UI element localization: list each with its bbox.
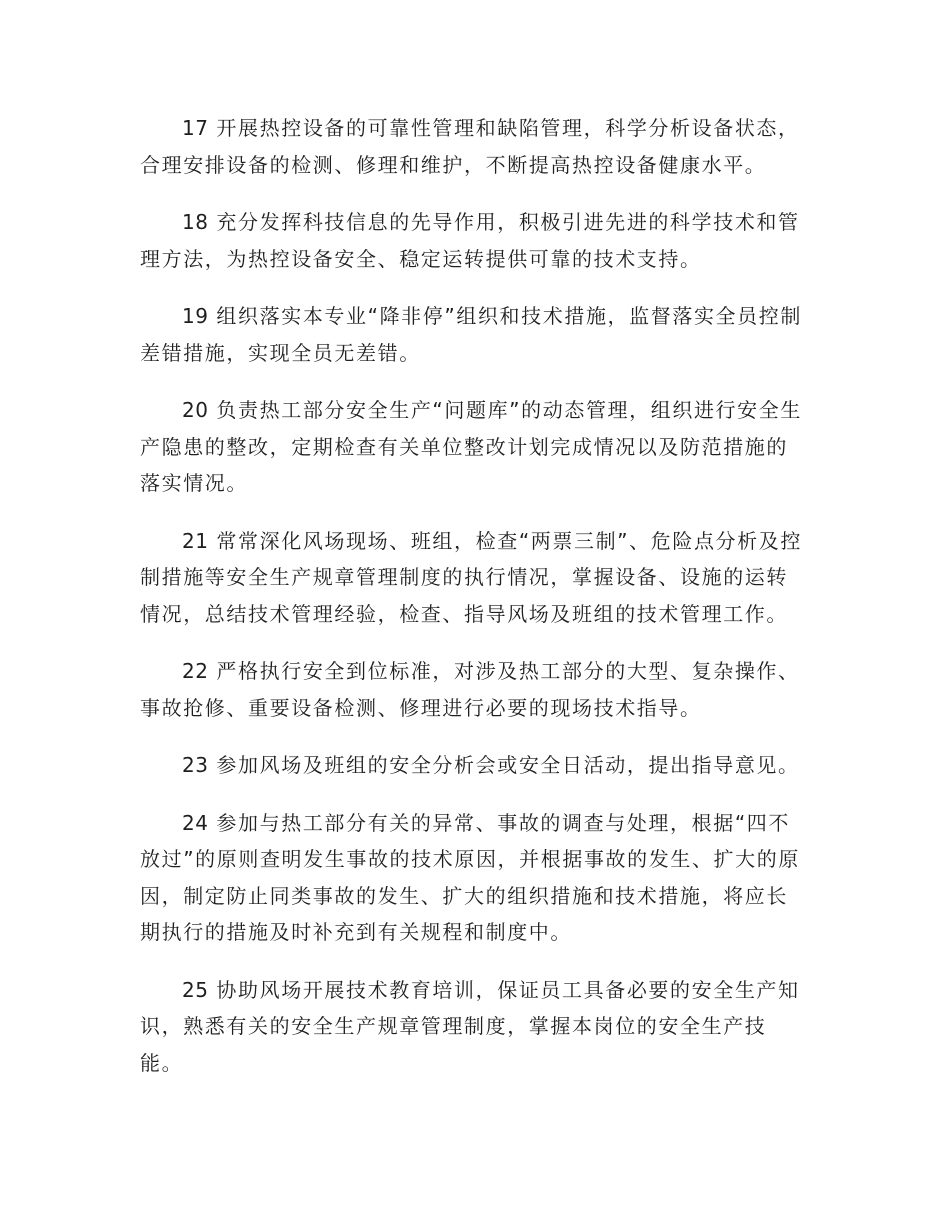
item-number: 25 xyxy=(182,977,209,1002)
paragraph-17 xyxy=(140,110,808,183)
paragraph-22 xyxy=(140,653,808,726)
paragraph-text: 开展热控设备的可靠性管理和缺陷管理，科学分析设备状态，合理安排设备的检测、修理和维护，不断提高热控设备健康水平。 xyxy=(140,116,800,177)
item-number: 22 xyxy=(182,659,209,683)
item-number: 18 xyxy=(182,210,209,234)
paragraph-18 xyxy=(140,204,808,277)
paragraph-20 xyxy=(140,392,808,502)
item-number: 19 xyxy=(182,304,209,328)
paragraph-23 xyxy=(140,747,808,784)
paragraph-text: 严格执行安全到位标准，对涉及热工部分的大型、复杂操作、事故抢修、重要设备检测、修理进行必要的现场技术指导。 xyxy=(140,659,800,720)
item-number: 24 xyxy=(182,810,209,835)
item-number: 23 xyxy=(182,753,209,777)
paragraph-text: 充分发挥科技信息的先导作用，积极引进先进的科学技术和管理方法，为热控设备安全、稳定运转提供可靠的技术支持。 xyxy=(140,210,800,271)
paragraph-text: 协助风场开展技术教育培训，保证员工具备必要的安全生产知识，熟悉有关的安全生产规章管理制度，掌握本岗位的安全生产技能。 xyxy=(140,977,800,1075)
document-body xyxy=(140,110,808,1102)
item-number: 17 xyxy=(182,116,209,140)
item-number: 20 xyxy=(182,398,209,422)
paragraph-text: 负责热工部分安全生产“问题库”的动态管理，组织进行安全生产隐患的整改，定期检查有关单位整改计划完成情况以及防范措施的落实情况。 xyxy=(140,398,802,495)
paragraph-text: 参加风场及班组的安全分析会或安全日活动，提出指导意见。 xyxy=(216,753,800,777)
paragraph-text: 参加与热工部分有关的异常、事故的调查与处理，根据“四不放过”的原则查明发生事故的技术原因，并根据事故的发生、扩大的原因，制定防止同类事故的发生、扩大的组织措施和技术措施，将应长期执行的措施及时补充到有关规程和制度中。 xyxy=(140,810,800,944)
paragraph-19 xyxy=(140,298,808,371)
item-number: 21 xyxy=(182,528,209,553)
paragraph-21 xyxy=(140,523,808,633)
paragraph-25 xyxy=(140,972,808,1082)
paragraph-24 xyxy=(140,805,808,951)
paragraph-text: 组织落实本专业“降非停”组织和技术措施，监督落实全员控制差错措施，实现全员无差错。 xyxy=(140,304,802,365)
paragraph-text: 常常深化风场现场、班组，检查“两票三制”、危险点分析及控制措施等安全生产规章管理制度的执行情况，掌握设备、设施的运转情况，总结技术管理经验，检查、指导风场及班组的技术管理工作。 xyxy=(140,528,802,626)
